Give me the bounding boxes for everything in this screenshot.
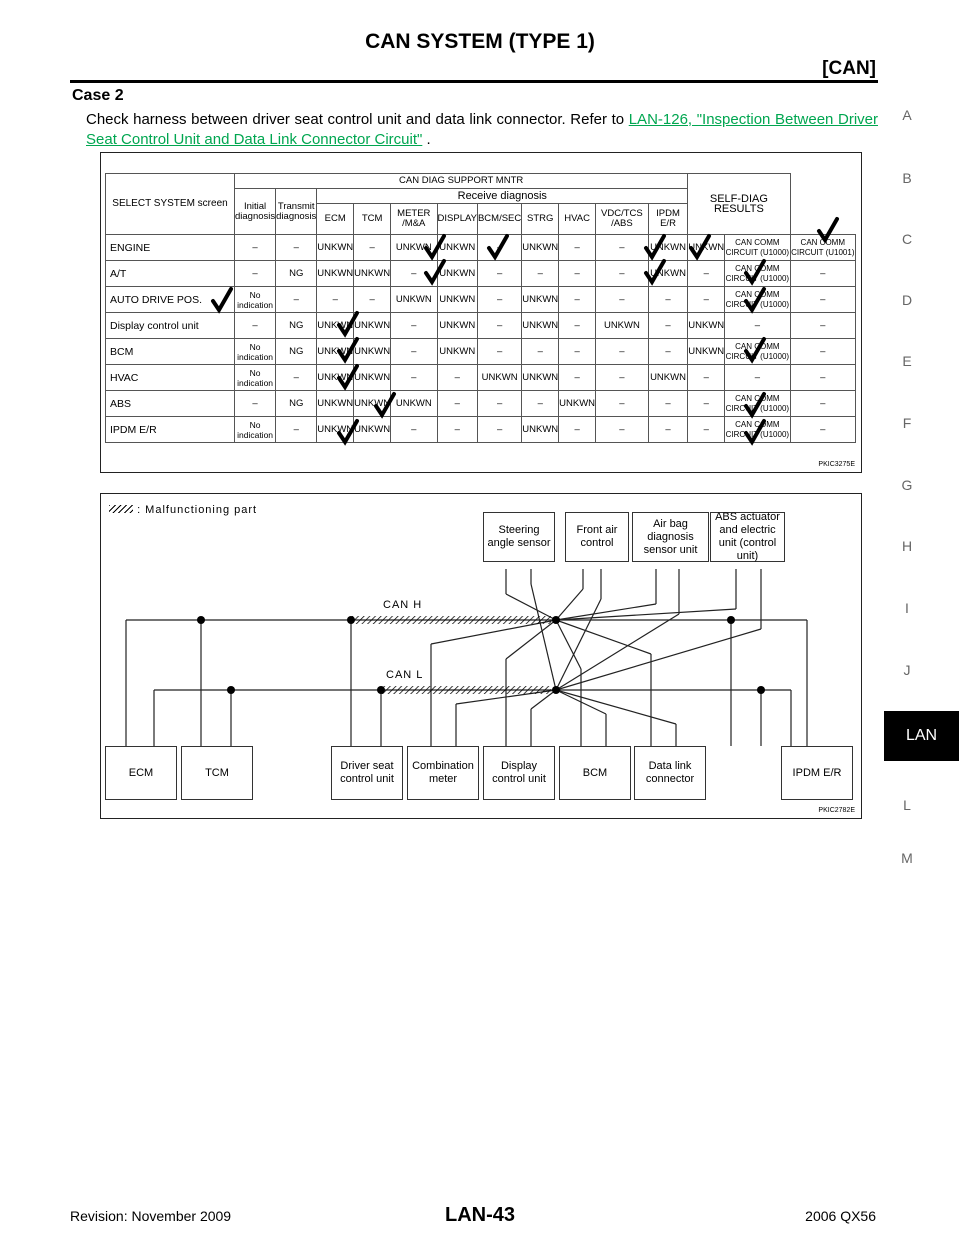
table-cell: UNKWN — [688, 235, 725, 261]
bottom-unit-box: BCM — [559, 746, 631, 800]
table-cell: No indication — [235, 287, 276, 313]
bottom-unit-box: Display control unit — [483, 746, 555, 800]
top-unit-box: Front air control — [565, 512, 629, 562]
receive-col-header: ECM — [317, 204, 354, 235]
row-system-name: A/T — [106, 261, 235, 287]
section-index-m[interactable]: M — [901, 850, 913, 866]
table-cell: UNKWN — [522, 287, 559, 313]
table-cell: – — [477, 391, 521, 417]
table-cell: – — [477, 339, 521, 365]
table-cell: – — [790, 391, 855, 417]
table-cell: – — [235, 261, 276, 287]
legend-label: : Malfunctioning part — [137, 504, 258, 516]
table-cell: UNKWN — [522, 313, 559, 339]
section-tag: [CAN] — [822, 58, 876, 79]
table-cell: UNKWN — [437, 339, 477, 365]
table-cell: UNKWN — [317, 261, 354, 287]
table-cell: – — [596, 365, 649, 391]
table-cell: CAN COMM CIRCUIT (U1000) — [725, 339, 790, 365]
table-cell: UNKWN — [559, 391, 596, 417]
table-cell: No indication — [235, 417, 276, 443]
table-cell: – — [688, 365, 725, 391]
case-heading: Case 2 — [72, 87, 124, 104]
table-cell: – — [276, 365, 317, 391]
table-cell: UNKWN — [522, 417, 559, 443]
table-cell: – — [391, 339, 437, 365]
section-index-c[interactable]: C — [901, 231, 913, 247]
can-diag-table — [105, 173, 856, 443]
row-system-name: ENGINE — [106, 235, 235, 261]
table-cell: CAN COMM CIRCUIT (U1000) — [725, 261, 790, 287]
page-title: CAN SYSTEM (TYPE 1) — [365, 30, 595, 53]
table-cell: UNKWN — [354, 313, 391, 339]
table-cell: UNKWN — [317, 235, 354, 261]
table-cell: – — [522, 261, 559, 287]
table-cell: UNKWN — [391, 287, 437, 313]
table-row — [106, 287, 856, 313]
can-wiring-diagram — [100, 493, 862, 819]
table-cell: – — [477, 417, 521, 443]
table-cell: CAN COMM CIRCUIT (U1000) — [725, 235, 790, 261]
table-cell: CAN COMM CIRCUIT (U1000) — [725, 287, 790, 313]
receive-col-header: DISPLAY — [437, 204, 477, 235]
section-index-a[interactable]: A — [902, 107, 912, 123]
table-cell: UNKWN — [354, 391, 391, 417]
table-cell: – — [276, 417, 317, 443]
table-cell: CAN COMM CIRCUIT (U1000) — [725, 417, 790, 443]
table-cell: – — [790, 365, 855, 391]
row-system-name: ABS — [106, 391, 235, 417]
section-index-d[interactable]: D — [901, 292, 913, 308]
table-cell: – — [790, 313, 855, 339]
section-index-l[interactable]: L — [903, 797, 911, 813]
table-cell: – — [276, 235, 317, 261]
table-cell: – — [354, 235, 391, 261]
table-cell: UNKWN — [437, 287, 477, 313]
table-row — [106, 417, 856, 443]
table-cell: UNKWN — [437, 313, 477, 339]
table-cell: UNKWN — [317, 365, 354, 391]
table-cell: UNKWN — [317, 339, 354, 365]
figure-id: PKIC3275E — [818, 461, 855, 468]
table-cell: – — [317, 287, 354, 313]
paragraph-end: . — [426, 131, 431, 148]
transmit-diagnosis-header: Transmit diagnosis — [276, 189, 317, 235]
table-row — [106, 235, 856, 261]
receive-col-header: IPDM E/R — [648, 204, 688, 235]
table-cell: – — [596, 417, 649, 443]
table-cell: NG — [276, 339, 317, 365]
page-number: LAN-43 — [444, 1204, 515, 1226]
receive-col-header: VDC/TCS /ABS — [596, 204, 649, 235]
table-cell: – — [559, 261, 596, 287]
table-cell: – — [688, 287, 725, 313]
table-cell: – — [790, 339, 855, 365]
section-index-b[interactable]: B — [902, 170, 912, 186]
bottom-unit-box: ECM — [105, 746, 177, 800]
inspection-link[interactable]: LAN-126, "Inspection Between Driver Seat Control Unit and Data Link Connector Circuit" — [86, 111, 878, 148]
table-cell: CAN COMM CIRCUIT (U1000) — [725, 391, 790, 417]
receive-diagnosis-header: Receive diagnosis — [317, 189, 688, 204]
bottom-unit-box: Data link connector — [634, 746, 706, 800]
table-cell: UNKWN — [596, 313, 649, 339]
table-cell: – — [559, 417, 596, 443]
table-cell: UNKWN — [354, 365, 391, 391]
table-cell: No indication — [235, 339, 276, 365]
row-system-name: AUTO DRIVE POS. — [106, 287, 235, 313]
table-cell: – — [725, 365, 790, 391]
table-cell: – — [648, 391, 688, 417]
table-cell: – — [477, 313, 521, 339]
section-index-h[interactable]: H — [901, 538, 913, 554]
table-cell: UNKWN — [391, 391, 437, 417]
table-row — [106, 313, 856, 339]
header-rule — [70, 80, 878, 83]
table-cell: – — [725, 313, 790, 339]
table-cell: – — [477, 287, 521, 313]
table-cell: UNKWN — [317, 391, 354, 417]
table-cell: – — [790, 287, 855, 313]
receive-col-header: METER /M&A — [391, 204, 437, 235]
top-unit-box: Steering angle sensor — [483, 512, 555, 562]
table-cell: – — [790, 417, 855, 443]
table-cell: – — [437, 365, 477, 391]
table-cell: – — [559, 313, 596, 339]
can-h-label: CAN H — [383, 599, 423, 611]
table-cell: – — [522, 339, 559, 365]
table-cell: UNKWN — [317, 313, 354, 339]
table-cell: – — [559, 235, 596, 261]
initial-diagnosis-header: Initial diagnosis — [235, 189, 276, 235]
row-system-name: Display control unit — [106, 313, 235, 339]
table-cell: – — [790, 261, 855, 287]
table-cell: UNKWN — [648, 235, 688, 261]
table-cell: UNKWN — [354, 339, 391, 365]
table-cell: CAN COMM CIRCUIT (U1001) — [790, 235, 855, 261]
table-cell: – — [235, 313, 276, 339]
section-index-i[interactable]: I — [905, 600, 909, 616]
table-cell: – — [391, 417, 437, 443]
bottom-unit-box: Driver seat control unit — [331, 746, 403, 800]
receive-col-header: STRG — [522, 204, 559, 235]
table-cell: – — [688, 391, 725, 417]
table-cell: – — [477, 261, 521, 287]
table-cell: – — [559, 365, 596, 391]
footer-revision: Revision: November 2009 — [70, 1208, 232, 1224]
table-cell: – — [276, 287, 317, 313]
table-cell: UNKWN — [437, 235, 477, 261]
table-cell: – — [648, 339, 688, 365]
table-cell: – — [522, 391, 559, 417]
receive-col-header: BCM/SEC — [477, 204, 521, 235]
table-cell: – — [354, 287, 391, 313]
table-cell: UNKWN — [648, 365, 688, 391]
table-cell: – — [477, 235, 521, 261]
table-cell: – — [648, 313, 688, 339]
table-cell: UNKWN — [688, 339, 725, 365]
table-cell: – — [596, 391, 649, 417]
table-cell: – — [235, 235, 276, 261]
section-index-f[interactable]: F — [902, 415, 912, 431]
footer-model: 2006 QX56 — [805, 1208, 876, 1224]
table-cell: UNKWN — [477, 365, 521, 391]
table-cell: – — [596, 287, 649, 313]
table-cell: UNKWN — [437, 261, 477, 287]
paragraph-text: Check harness between driver seat control unit and data link connector. Refer to — [86, 111, 625, 128]
section-index-e[interactable]: E — [902, 353, 912, 369]
self-diag-header: SELF-DIAG RESULTS — [688, 174, 790, 235]
row-system-name: BCM — [106, 339, 235, 365]
table-cell: UNKWN — [688, 313, 725, 339]
top-unit-box: Air bag diagnosis sensor unit — [632, 512, 709, 562]
table-cell: UNKWN — [391, 235, 437, 261]
table-cell: NG — [276, 313, 317, 339]
table-cell: – — [559, 287, 596, 313]
receive-col-header: TCM — [354, 204, 391, 235]
table-cell: UNKWN — [354, 261, 391, 287]
table-cell: NG — [276, 391, 317, 417]
table-cell: – — [391, 313, 437, 339]
row-system-name: HVAC — [106, 365, 235, 391]
table-cell: – — [688, 417, 725, 443]
table-cell: – — [235, 391, 276, 417]
table-cell: No indication — [235, 365, 276, 391]
figure-id: PKIC2782E — [818, 807, 855, 814]
table-row — [106, 391, 856, 417]
table-cell: – — [391, 365, 437, 391]
receive-col-header: HVAC — [559, 204, 596, 235]
can-l-label: CAN L — [386, 669, 424, 681]
section-index-active-tab[interactable]: LAN — [884, 711, 959, 761]
can-diag-table-figure — [100, 152, 862, 473]
select-system-header: SELECT SYSTEM screen — [106, 174, 235, 235]
table-row — [106, 261, 856, 287]
table-cell: UNKWN — [648, 261, 688, 287]
table-row — [106, 339, 856, 365]
table-cell: NG — [276, 261, 317, 287]
table-cell: UNKWN — [522, 365, 559, 391]
bottom-unit-box: TCM — [181, 746, 253, 800]
top-unit-box: ABS actuator and electric unit (control unit) — [710, 512, 785, 562]
section-index-g[interactable]: G — [901, 477, 913, 493]
table-row — [106, 365, 856, 391]
table-cell: UNKWN — [522, 235, 559, 261]
bottom-unit-box: IPDM E/R — [781, 746, 853, 800]
table-cell: – — [688, 261, 725, 287]
table-cell: – — [596, 235, 649, 261]
table-cell: – — [437, 417, 477, 443]
table-cell: – — [437, 391, 477, 417]
table-cell: UNKWN — [354, 417, 391, 443]
table-cell: – — [648, 417, 688, 443]
table-cell: – — [391, 261, 437, 287]
row-system-name: IPDM E/R — [106, 417, 235, 443]
table-cell: – — [559, 339, 596, 365]
can-diag-support-header: CAN DIAG SUPPORT MNTR — [235, 174, 688, 189]
table-cell: UNKWN — [317, 417, 354, 443]
instruction-paragraph — [86, 110, 878, 150]
table-cell: – — [648, 287, 688, 313]
bottom-unit-box: Combination meter — [407, 746, 479, 800]
table-cell: – — [596, 339, 649, 365]
table-cell: – — [596, 261, 649, 287]
section-index-j[interactable]: J — [903, 662, 911, 678]
